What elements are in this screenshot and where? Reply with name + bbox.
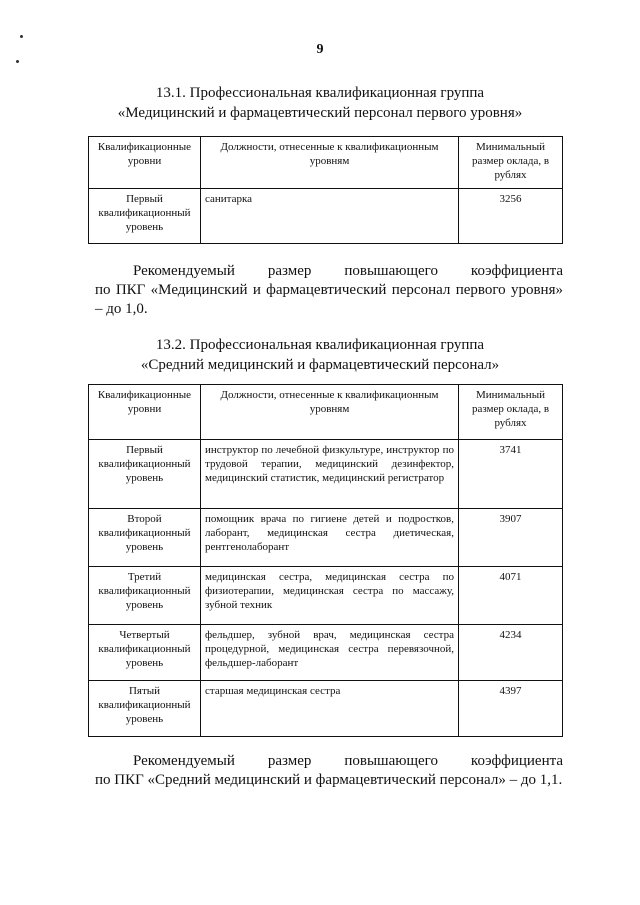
cell-positions: инструктор по лечебной физкультуре, инструктор по трудовой терапии, медицинский дезинфектор, медицинский статистик, медицинский регистратор	[201, 440, 459, 509]
section-1-heading-line1: 13.1. Профессиональная квалификационная группа	[155, 85, 485, 101]
cell-level: Первый квалификационный уровень	[89, 440, 201, 509]
section-2-heading-line2: «Средний медицинский и фармацевтический персонал»	[140, 357, 500, 373]
table-row	[89, 681, 563, 737]
cell-level: Пятый квалификационный уровень	[89, 681, 201, 737]
cell-level: Четвертый квалификационный уровень	[89, 625, 201, 681]
table-row	[89, 509, 563, 567]
section-2-table	[88, 384, 563, 737]
cell-positions: медицинская сестра, медицинская сестра по физиотерапии, медицинская сестра по массажу, зубной техник	[201, 567, 459, 625]
cell-level: Первый квалификационный уровень	[89, 189, 201, 244]
header-positions: Должности, отнесенные к квалификационным уровням	[201, 385, 459, 440]
cell-positions: санитарка	[201, 189, 459, 244]
header-levels: Квалификационные уровни	[89, 385, 201, 440]
scan-speck	[16, 60, 19, 63]
section-2-heading	[0, 335, 640, 375]
header-salary: Минимальный размер оклада, в рублях	[459, 137, 563, 189]
cell-salary: 3741	[459, 440, 563, 509]
header-positions: Должности, отнесенные к квалификационным уровням	[201, 137, 459, 189]
note-2-rest: по ПКГ «Средний медицинский и фармацевтический персонал» – до 1,1.	[95, 772, 563, 788]
table-row	[89, 625, 563, 681]
cell-level: Третий квалификационный уровень	[89, 567, 201, 625]
cell-salary: 4234	[459, 625, 563, 681]
cell-positions: помощник врача по гигиене детей и подростков, лаборант, медицинская сестра диетическая, рентгенолаборант	[201, 509, 459, 567]
section-2-heading-line1: 13.2. Профессиональная квалификационная группа	[155, 337, 485, 353]
cell-positions: фельдшер, зубной врач, медицинская сестра процедурной, медицинская сестра перевязочной, фельдшер-лаборант	[201, 625, 459, 681]
cell-salary: 3256	[459, 189, 563, 244]
cell-positions: старшая медицинская сестра	[201, 681, 459, 737]
page-number: 9	[316, 42, 324, 57]
table-row	[89, 567, 563, 625]
header-levels: Квалификационные уровни	[89, 137, 201, 189]
note-2-first-line: Рекомендуемый размер повышающего коэффициента	[133, 753, 563, 769]
note-1-rest: по ПКГ «Медицинский и фармацевтический персонал первого уровня» – до 1,0.	[95, 282, 563, 317]
section-1-coefficient-note	[95, 262, 563, 319]
cell-salary: 3907	[459, 509, 563, 567]
section-1-table	[88, 136, 563, 244]
cell-salary: 4071	[459, 567, 563, 625]
table-row	[89, 440, 563, 509]
section-1-heading	[0, 83, 640, 123]
cell-salary: 4397	[459, 681, 563, 737]
table-header-row	[89, 385, 563, 440]
section-1-heading-line2: «Медицинский и фармацевтический персонал первого уровня»	[117, 105, 523, 121]
scan-speck	[20, 35, 23, 38]
table-header-row	[89, 137, 563, 189]
header-salary: Минимальный размер оклада, в рублях	[459, 385, 563, 440]
section-2-coefficient-note	[95, 752, 563, 790]
table-row	[89, 189, 563, 244]
cell-level: Второй квалификационный уровень	[89, 509, 201, 567]
note-1-first-line: Рекомендуемый размер повышающего коэффициента	[133, 263, 563, 279]
